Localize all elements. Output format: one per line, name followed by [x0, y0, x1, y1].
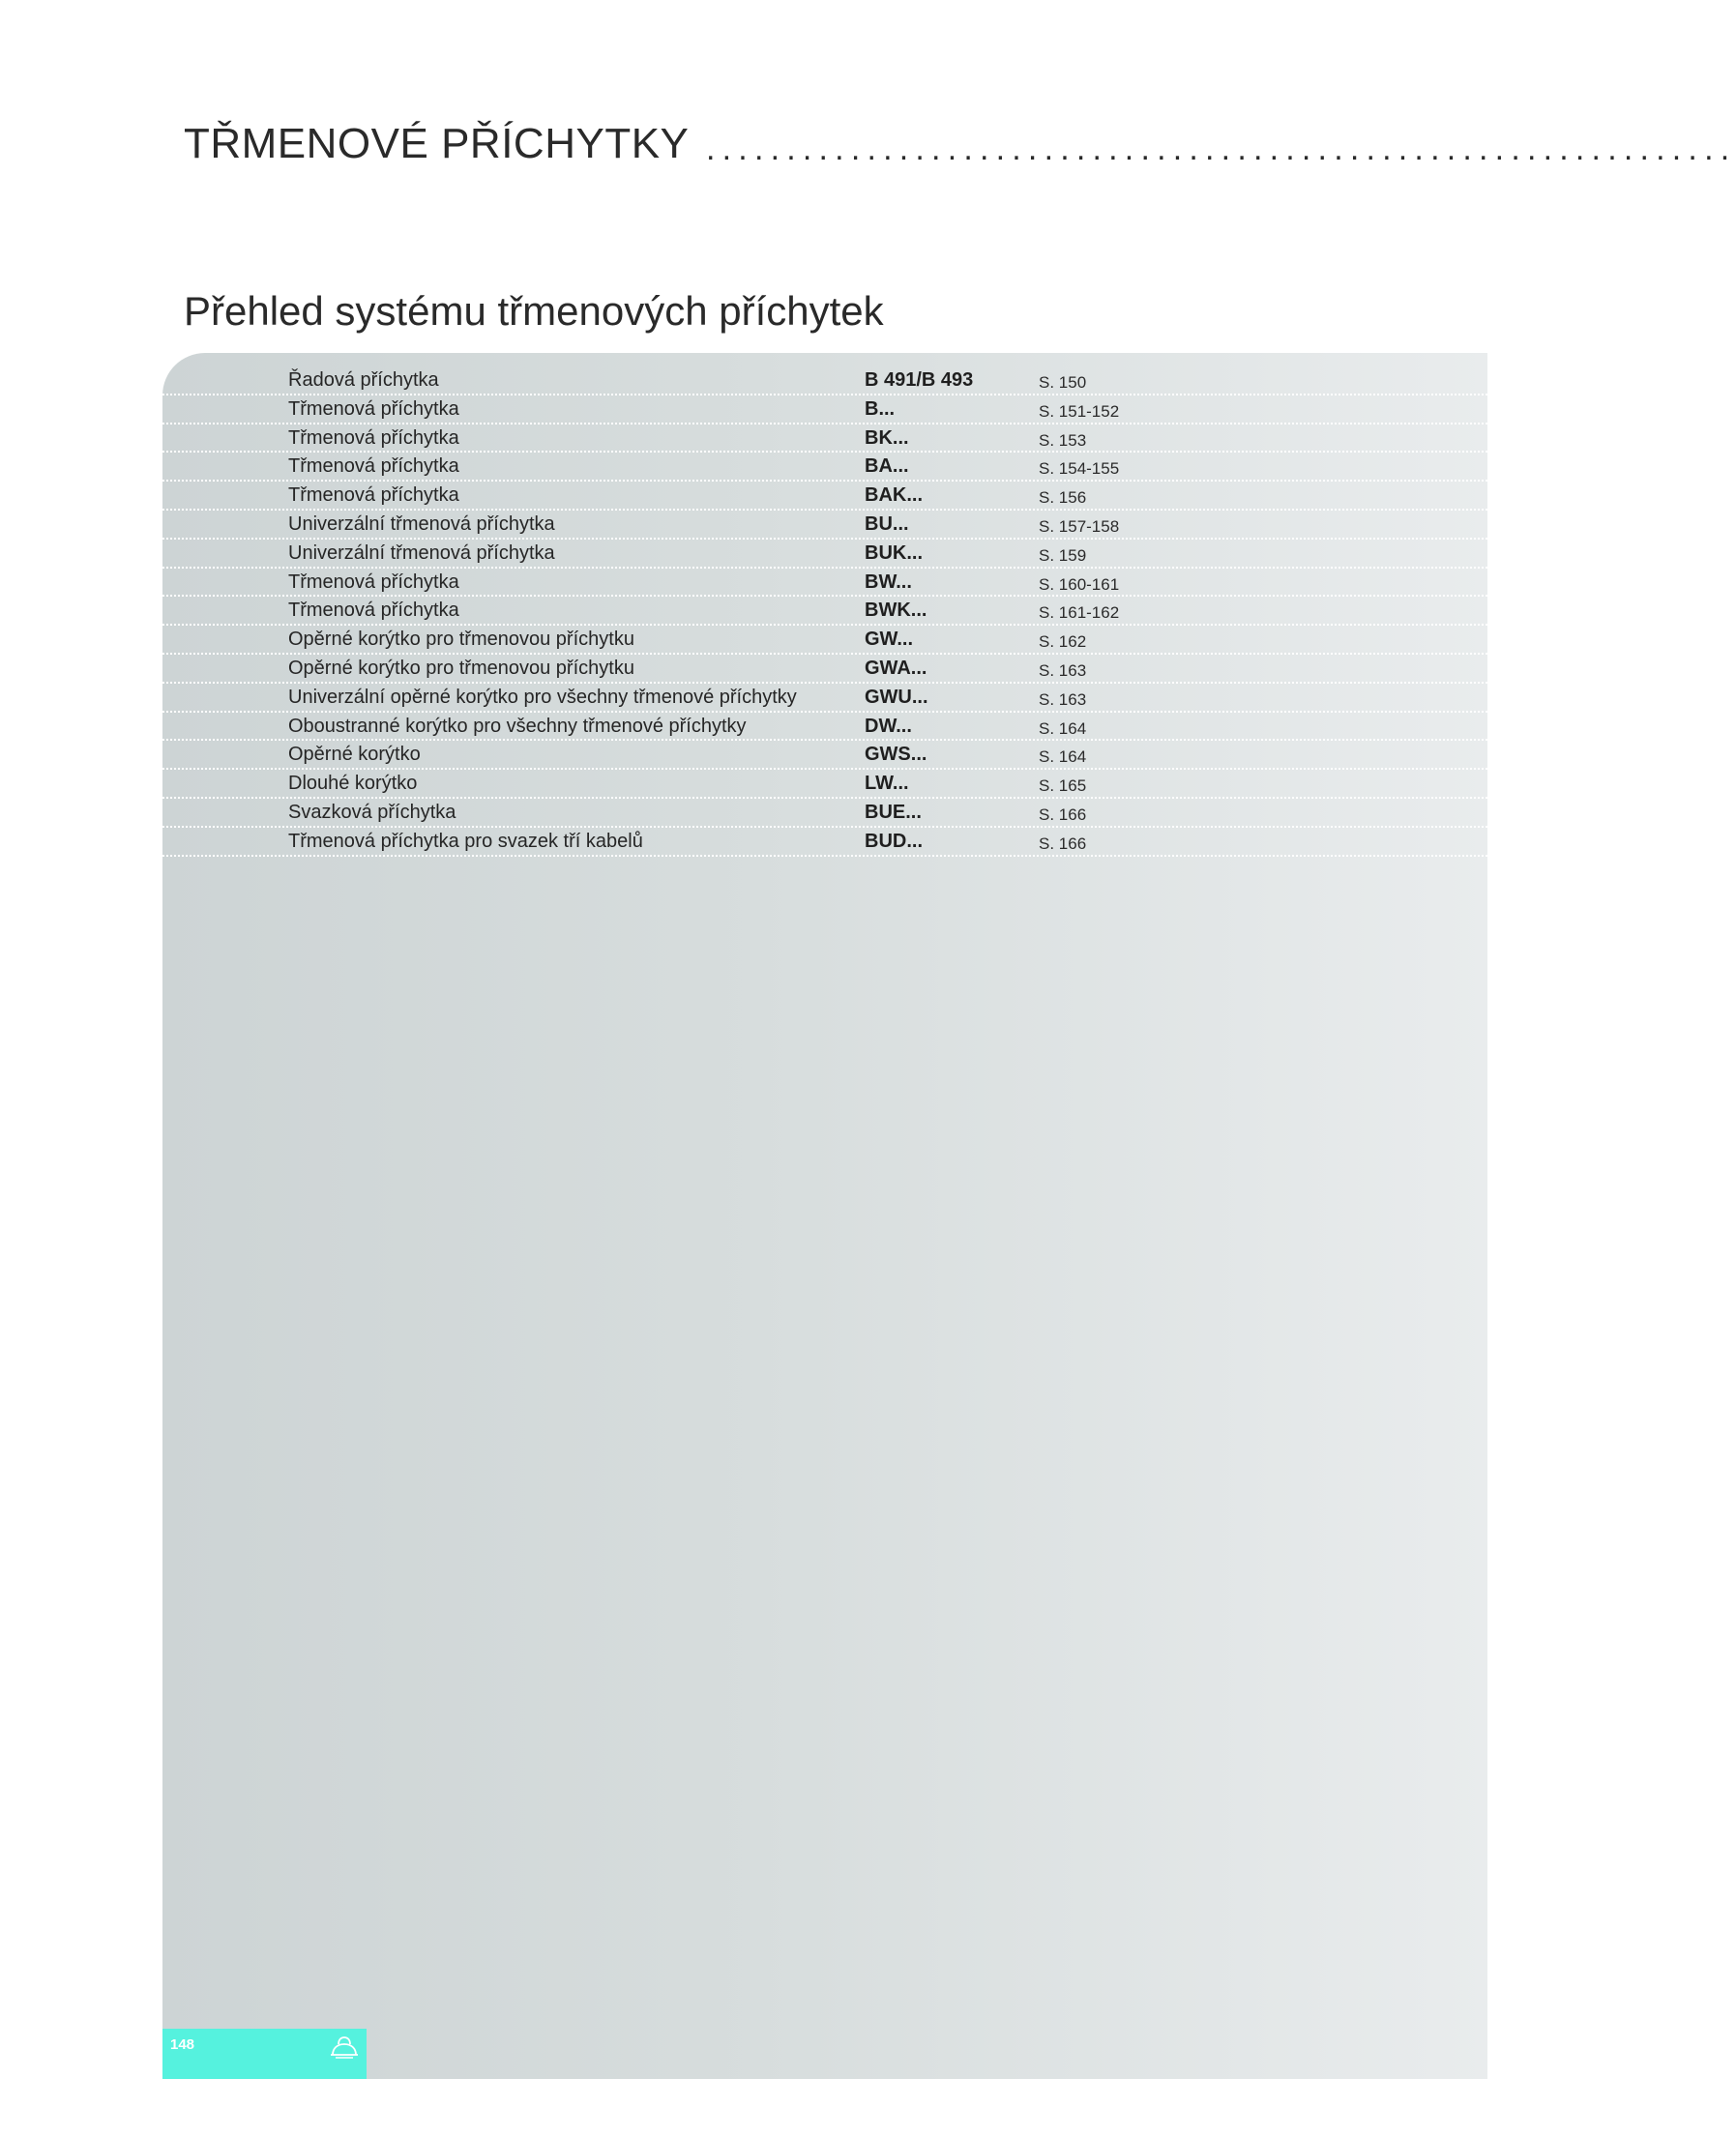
- table-row: [162, 741, 1487, 770]
- table-row: [162, 597, 1487, 626]
- item-name: Třmenová příchytka: [288, 600, 459, 622]
- item-name: Opěrné korýtko: [288, 744, 421, 766]
- item-page-ref: S. 162: [1039, 632, 1087, 652]
- item-code: BUD...: [865, 830, 923, 852]
- item-name: Opěrné korýtko pro třmenovou příchytku: [288, 657, 634, 679]
- cable-clip-logo-icon: [330, 2035, 359, 2063]
- item-page-ref: S. 165: [1039, 776, 1087, 796]
- item-page-ref: S. 160-161: [1039, 574, 1120, 594]
- table-row: [162, 366, 1487, 395]
- table-row: [162, 684, 1487, 713]
- item-page-ref: S. 154-155: [1039, 459, 1120, 479]
- page-number-tab: [162, 2029, 367, 2079]
- page-heading: [184, 120, 1736, 178]
- item-code: LW...: [865, 773, 909, 795]
- table-row: [162, 799, 1487, 828]
- item-page-ref: S. 161-162: [1039, 603, 1120, 623]
- item-name: Univerzální třmenová příchytka: [288, 512, 555, 535]
- table-row: [162, 770, 1487, 799]
- item-code: GW...: [865, 629, 913, 651]
- item-name: Třmenová příchytka: [288, 455, 459, 478]
- item-code: B...: [865, 397, 896, 420]
- item-page-ref: S. 156: [1039, 488, 1087, 508]
- table-row: [162, 569, 1487, 598]
- item-page-ref: S. 150: [1039, 373, 1087, 392]
- item-code: DW...: [865, 715, 912, 737]
- item-code: B 491/B 493: [865, 369, 974, 391]
- title-dot-leader: ................................................................: [706, 131, 1736, 167]
- table-row: [162, 540, 1487, 569]
- item-name: Třmenová příchytka: [288, 571, 459, 593]
- item-code: GWS...: [865, 744, 927, 766]
- item-name: Třmenová příchytka: [288, 397, 459, 420]
- item-page-ref: S. 159: [1039, 545, 1087, 565]
- page-number: 148: [170, 2036, 195, 2053]
- item-code: BUE...: [865, 801, 922, 823]
- table-row: [162, 395, 1487, 424]
- chapter-title: TŘMENOVÉ PŘÍCHYTKY: [184, 120, 690, 167]
- item-code: GWA...: [865, 657, 927, 679]
- table-row: [162, 713, 1487, 742]
- table-row: [162, 626, 1487, 655]
- overview-panel: [162, 353, 1487, 2079]
- item-page-ref: S. 166: [1039, 805, 1087, 824]
- item-code: BAK...: [865, 484, 923, 507]
- item-name: Třmenová příchytka: [288, 484, 459, 507]
- item-name: Třmenová příchytka: [288, 426, 459, 449]
- item-name: Třmenová příchytka pro svazek tří kabelů: [288, 830, 643, 852]
- item-page-ref: S. 153: [1039, 430, 1087, 450]
- item-page-ref: S. 151-152: [1039, 401, 1120, 421]
- table-row: [162, 511, 1487, 540]
- overview-table: [162, 366, 1487, 857]
- table-row: [162, 655, 1487, 684]
- item-name: Univerzální třmenová příchytka: [288, 542, 555, 564]
- item-code: BU...: [865, 512, 909, 535]
- item-page-ref: S. 163: [1039, 660, 1087, 680]
- item-name: Svazková příchytka: [288, 801, 456, 823]
- item-code: BUK...: [865, 542, 923, 564]
- item-code: BW...: [865, 571, 912, 593]
- item-name: Dlouhé korýtko: [288, 773, 418, 795]
- item-code: BA...: [865, 455, 909, 478]
- item-name: Opěrné korýtko pro třmenovou příchytku: [288, 629, 634, 651]
- item-page-ref: S. 166: [1039, 834, 1087, 853]
- table-row: [162, 424, 1487, 454]
- table-row: [162, 482, 1487, 511]
- item-code: GWU...: [865, 686, 928, 708]
- item-name: Oboustranné korýtko pro všechny třmenové příchytky: [288, 715, 747, 737]
- item-page-ref: S. 164: [1039, 718, 1087, 738]
- table-row: [162, 828, 1487, 857]
- item-code: BWK...: [865, 600, 927, 622]
- item-page-ref: S. 157-158: [1039, 516, 1120, 536]
- item-code: BK...: [865, 426, 909, 449]
- section-title: Přehled systému třmenových příchytek: [184, 288, 884, 334]
- item-name: Univerzální opěrné korýtko pro všechny třmenové příchytky: [288, 686, 797, 708]
- table-row: [162, 453, 1487, 482]
- item-page-ref: S. 164: [1039, 747, 1087, 767]
- item-name: Řadová příchytka: [288, 369, 439, 391]
- item-page-ref: S. 163: [1039, 689, 1087, 709]
